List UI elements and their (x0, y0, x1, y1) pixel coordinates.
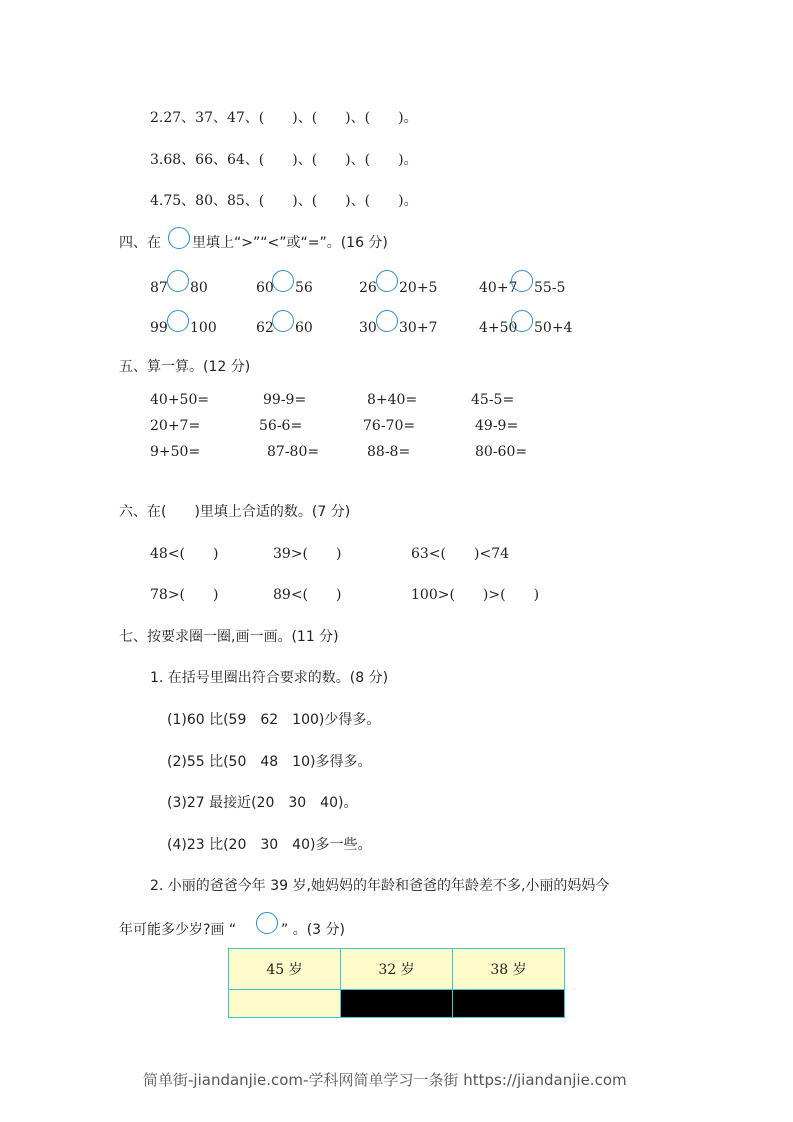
arith-problem: 87-80= (267, 444, 320, 460)
compare-left: 30 (359, 320, 377, 336)
arith-problem: 45-5= (471, 392, 515, 408)
arith-problem: 40+50= (150, 392, 210, 408)
age-option: 38 岁 (453, 949, 565, 990)
arith-problem: 88-8= (367, 444, 411, 460)
compare-left: 40+7 (479, 280, 518, 296)
redacted-cell (453, 990, 565, 1018)
question-1-title: 1. 在括号里圈出符合要求的数。(8 分) (150, 670, 389, 686)
arith-problem: 56-6= (259, 418, 303, 434)
fill-blank-item: 48<( ) (150, 546, 219, 562)
question-2-line-2-suffix: ” 。(3 分) (281, 922, 345, 938)
fill-blank-item: 78>( ) (150, 587, 219, 603)
circle-icon (168, 227, 190, 249)
compare-right: 100 (190, 320, 217, 336)
compare-right: 50+4 (534, 320, 573, 336)
footer-watermark: 简单街-jiandanjie.com-学科网简单学习一条街 https://jiandanjie.com (143, 1071, 627, 1089)
arith-problem: 9+50= (150, 444, 201, 460)
compare-right: 30+7 (399, 320, 438, 336)
question-2-line-2-prefix: 年可能多少岁?画 “ (119, 922, 237, 938)
compare-right: 60 (295, 320, 313, 336)
redacted-cell (341, 990, 453, 1018)
compare-circle[interactable] (167, 310, 189, 332)
circle-choice-item: (3)27 最接近(20 30 40)。 (167, 795, 358, 811)
compare-circle[interactable] (511, 310, 533, 332)
circle-choice-item: (2)55 比(50 48 10)多得多。 (167, 754, 372, 770)
arith-problem: 80-60= (475, 444, 528, 460)
arith-problem: 76-70= (363, 418, 416, 434)
compare-left: 26 (359, 280, 377, 296)
compare-circle[interactable] (511, 270, 533, 292)
answer-cell[interactable] (229, 990, 341, 1018)
compare-left: 87 (150, 280, 168, 296)
age-option: 32 岁 (341, 949, 453, 990)
compare-circle[interactable] (167, 270, 189, 292)
arith-problem: 49-9= (475, 418, 519, 434)
age-option: 45 岁 (229, 949, 341, 990)
compare-right: 56 (295, 280, 313, 296)
compare-right: 80 (190, 280, 208, 296)
sequence-row-4: 4.75、80、85、( )、( )、( )。 (150, 193, 418, 209)
arith-problem: 8+40= (367, 392, 418, 408)
section-4-title-suffix: 里填上“>”“<”或“=”。(16 分) (192, 235, 388, 251)
compare-left: 99 (150, 320, 168, 336)
arith-problem: 99-9= (263, 392, 307, 408)
compare-left: 60 (256, 280, 274, 296)
fill-blank-item: 63<( )<74 (411, 546, 510, 562)
sequence-row-2: 2.27、37、47、( )、( )、( )。 (150, 110, 418, 126)
section-4-title-prefix: 四、在 (119, 235, 161, 251)
section-5-title: 五、算一算。(12 分) (119, 359, 251, 375)
compare-left: 62 (256, 320, 274, 336)
section-7-title: 七、按要求圈一圈,画一画。(11 分) (119, 629, 339, 645)
compare-circle[interactable] (272, 270, 294, 292)
compare-left: 4+50 (479, 320, 518, 336)
compare-circle[interactable] (376, 270, 398, 292)
circle-choice-item: (1)60 比(59 62 100)少得多。 (167, 712, 381, 728)
compare-right: 20+5 (399, 280, 438, 296)
question-2-line-1: 2. 小丽的爸爸今年 39 岁,她妈妈的年龄和爸爸的年龄差不多,小丽的妈妈今 (150, 878, 610, 894)
fill-blank-item: 100>( )>( ) (411, 587, 540, 603)
compare-circle[interactable] (272, 310, 294, 332)
section-6-title: 六、在( )里填上合适的数。(7 分) (119, 504, 351, 520)
circle-icon (256, 912, 278, 934)
fill-blank-item: 89<( ) (273, 587, 342, 603)
circle-choice-item: (4)23 比(20 30 40)多一些。 (167, 837, 372, 853)
arith-problem: 20+7= (150, 418, 201, 434)
sequence-row-3: 3.68、66、64、( )、( )、( )。 (150, 152, 418, 168)
compare-right: 55-5 (534, 280, 566, 296)
compare-circle[interactable] (376, 310, 398, 332)
fill-blank-item: 39>( ) (273, 546, 342, 562)
age-choice-table (228, 948, 565, 1018)
